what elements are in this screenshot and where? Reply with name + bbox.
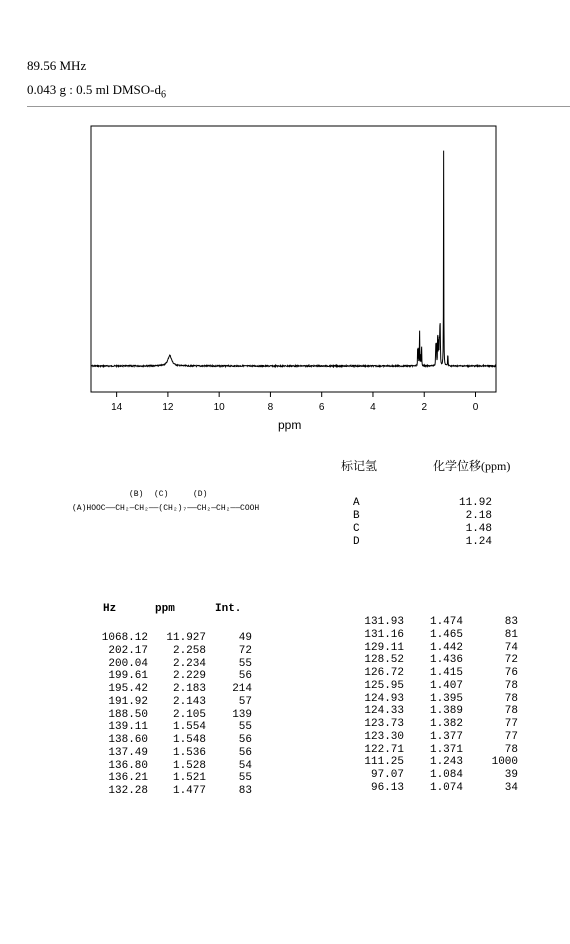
peak-table-cell: 1.395 — [429, 692, 463, 705]
peak-table-cell: 138.60 — [108, 734, 148, 746]
x-tick-label: 8 — [267, 402, 274, 413]
peak-table-cell: 195.42 — [108, 683, 148, 695]
peak-table-cell: 202.17 — [108, 644, 148, 657]
peak-table-cell: 126.72 — [364, 667, 404, 679]
sample-text: 0.043 g : 0.5 ml DMSO-d — [27, 82, 161, 97]
peak-table-cell: 56 — [238, 734, 252, 746]
sample-subscript: 6 — [160, 89, 166, 101]
peak-table-cell: 122.71 — [364, 743, 404, 756]
assignment-label: A — [353, 497, 360, 509]
peak-table-cell: 76 — [504, 667, 518, 679]
x-tick-label: 0 — [472, 402, 479, 413]
peak-table-cell: 34 — [504, 781, 518, 794]
peak-table-cell: 39 — [504, 769, 518, 781]
peak-table-cell: 1.243 — [429, 756, 463, 769]
peak-table-cell: 136.21 — [108, 772, 148, 785]
peak-table-cell: 1.377 — [429, 730, 463, 743]
peak-table-cell: 83 — [238, 785, 252, 797]
peak-table-cell: 2.258 — [172, 644, 206, 657]
assignment-shift: 1.48 — [465, 523, 492, 535]
spectrum-trace — [91, 151, 496, 367]
peak-table-cell: 123.30 — [364, 730, 404, 743]
peak-table-cell: 191.92 — [108, 695, 148, 708]
peak-table-cell: 123.73 — [364, 718, 404, 730]
peak-table-cell: 125.95 — [364, 679, 404, 692]
peak-table-cell: 1.084 — [429, 769, 463, 781]
x-tick-label: 12 — [162, 402, 174, 413]
peak-table-cell: 1.536 — [172, 746, 206, 759]
peak-table-cell: 128.52 — [364, 654, 404, 667]
peak-table-cell: 139 — [232, 708, 252, 721]
peak-table-cell: 188.50 — [108, 708, 148, 721]
peak-table-cell: 1.436 — [429, 654, 463, 667]
peak-table-cell: 1.371 — [429, 743, 463, 756]
structure-label-b: (B) — [129, 490, 144, 499]
assignment-header-label: 标记氢 — [341, 459, 378, 473]
assignment-shift: 11.92 — [458, 497, 492, 509]
peak-table-cell: 111.25 — [364, 756, 404, 769]
peak-table-cell: 72 — [238, 644, 252, 657]
assignment-label: D — [353, 536, 360, 548]
assignment-label: C — [353, 523, 360, 535]
peak-table-cell: 1.521 — [172, 772, 206, 785]
peak-table-cell: 132.28 — [108, 785, 148, 797]
peak-table-cell: 55 — [238, 657, 252, 670]
peak-table-cell: 2.105 — [172, 708, 206, 721]
peak-table-cell: 2.143 — [172, 695, 206, 708]
peak-table-cell: 78 — [504, 743, 518, 756]
peak-table-cell: 55 — [238, 721, 252, 734]
peak-table-cell: 49 — [238, 632, 252, 644]
peak-table-cell: 1.554 — [172, 721, 206, 734]
peak-table-cell: 1.465 — [429, 628, 463, 641]
peak-table-cell: 124.93 — [364, 692, 404, 705]
assignment-shift: 2.18 — [465, 510, 492, 522]
peak-table-cell: 1.548 — [172, 734, 206, 746]
structure-formula-text: (A)HOOC——CH₂—CH₂——(CH₂)₇——CH₂—CH₂——COOH — [72, 504, 260, 513]
peak-table-cell: 83 — [504, 616, 518, 628]
peak-table-cell: 72 — [504, 654, 518, 667]
peak-table-cell: 1.528 — [172, 759, 206, 772]
peak-table-cell: 57 — [238, 695, 252, 708]
peak-table-cell: 1.442 — [429, 641, 463, 654]
peak-table-cell: 199.61 — [108, 670, 148, 683]
assignment-header-shift: 化学位移(ppm) — [433, 459, 511, 473]
peak-table-cell: 124.33 — [364, 705, 404, 718]
peak-table-cell: 137.49 — [108, 746, 148, 759]
peak-table-cell: 1.382 — [429, 718, 463, 730]
peak-table-cell: 214 — [232, 683, 252, 695]
peak-table-cell: 131.93 — [364, 616, 404, 628]
x-tick-label: 10 — [213, 402, 225, 413]
peak-table-cell: 136.80 — [108, 759, 148, 772]
table-header-ppm: ppm — [155, 603, 175, 615]
peak-table-cell: 1.389 — [429, 705, 463, 718]
peak-table-cell: 2.183 — [172, 683, 206, 695]
peak-table-cell: 97.07 — [370, 769, 404, 781]
peak-table-cell: 54 — [238, 759, 252, 772]
peak-table-cell: 77 — [504, 718, 518, 730]
peak-table-cell: 78 — [504, 692, 518, 705]
x-axis-label: ppm — [278, 418, 302, 432]
peak-table-cell: 1.415 — [429, 667, 463, 679]
peak-table-cell: 1.407 — [429, 679, 463, 692]
peak-table-cell: 81 — [504, 628, 518, 641]
structure-label-d: (D) — [193, 490, 208, 499]
table-header-hz: Hz — [103, 603, 117, 615]
peak-table-cell: 1.474 — [429, 616, 463, 628]
peak-table-cell: 139.11 — [108, 721, 148, 734]
x-tick-label: 6 — [318, 402, 325, 413]
peak-table-cell: 96.13 — [370, 781, 404, 794]
x-tick-label: 2 — [421, 402, 428, 413]
peak-table-cell: 78 — [504, 679, 518, 692]
peak-table-cell: 77 — [504, 730, 518, 743]
peak-table-cell: 56 — [238, 670, 252, 683]
peak-table-cell: 78 — [504, 705, 518, 718]
peak-table-cell: 1000 — [491, 756, 518, 769]
peak-table-cell: 2.234 — [172, 657, 206, 670]
assignment-shift: 1.24 — [465, 536, 492, 548]
peak-table-cell: 131.16 — [364, 628, 404, 641]
peak-table-cell: 129.11 — [364, 641, 404, 654]
peak-table-cell: 74 — [504, 641, 518, 654]
peak-table-cell: 1.074 — [429, 781, 463, 794]
peak-table-cell: 200.04 — [108, 657, 148, 670]
peak-table-cell: 55 — [238, 772, 252, 785]
x-tick-label: 4 — [370, 402, 376, 413]
x-tick-label: 14 — [111, 402, 123, 413]
peak-table-cell: 11.927 — [166, 632, 206, 644]
nmr-spectrum-chart — [0, 0, 570, 440]
structure-label-c: (C) — [154, 490, 169, 499]
x-axis-ticks — [111, 392, 479, 413]
assignment-label: B — [353, 510, 360, 522]
peak-table-cell: 1.477 — [172, 785, 206, 797]
spectrometer-frequency: 89.56 MHz — [27, 58, 87, 73]
table-header-int: Int. — [215, 603, 242, 615]
peak-table-cell: 2.229 — [172, 670, 206, 683]
peak-table-cell: 56 — [238, 746, 252, 759]
peak-table-cell: 1068.12 — [101, 632, 148, 644]
